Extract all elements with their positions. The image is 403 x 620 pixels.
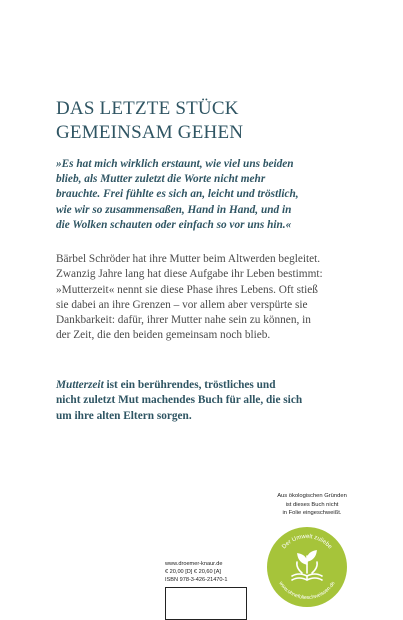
quote-line: blieb, als Mutter zuletzt die Worte nicht mehr — [56, 173, 266, 186]
quote-block — [56, 157, 356, 233]
body-line: sie dabei an ihre Grenzen – vor allem aber verspürte sie — [56, 298, 308, 311]
headline-line: DAS LETZTE STÜCK — [56, 98, 239, 119]
publisher-website: www.droemer-knaur.de — [165, 561, 223, 567]
body-line: Bärbel Schröder hat ihre Mutter beim Altwerden begleitet. — [56, 253, 321, 265]
headline — [56, 97, 366, 145]
closing-line: um ihre alten Eltern sorgen. — [56, 409, 192, 422]
eco-note-line: in Folie eingeschweißt. — [282, 510, 342, 516]
body-text — [56, 252, 356, 344]
eco-note — [256, 492, 368, 518]
closing-line — [56, 378, 356, 393]
eco-badge — [266, 526, 348, 608]
isbn: ISBN 978-3-426-21470-1 — [165, 577, 228, 583]
body-line: Dankbarkeit: dafür, ihrer Mutter nahe sein zu können, in — [56, 314, 311, 327]
closing-line: nicht zuletzt Mut machendes Buch für alle, die sich — [56, 394, 303, 407]
badge-text-top: Der Umwelt zuliebe — [281, 533, 333, 551]
eco-note-line: Aus ökologischen Gründen — [277, 493, 347, 499]
closing-line-rest: ist ein berührendes, tröstliches und — [103, 379, 276, 391]
publisher-info — [165, 560, 245, 584]
quote-line: wie wir so zusammensaßen, Hand in Hand, und in — [56, 203, 292, 216]
quote-line: »Es hat mich wirklich erstaunt, wie viel uns beiden — [56, 158, 294, 170]
body-line: Zwanzig Jahre lang hat diese Aufgabe ihr Leben bestimmt: — [56, 268, 323, 281]
closing-statement — [56, 378, 356, 424]
body-line: der Zeit, die den beiden gemeinsam noch blieb. — [56, 329, 271, 342]
barcode-area — [165, 587, 247, 620]
price: € 20,00 [D] € 20,60 [A] — [165, 569, 221, 575]
quote-line: die Wolken schauten oder einfach so vor uns hin.« — [56, 218, 292, 231]
book-title: Mutterzeit — [56, 379, 104, 391]
quote-line: brauchte. Frei fühlte es sich an, leicht und tröstlich, — [56, 188, 299, 201]
headline-line: GEMEINSAM GEHEN — [56, 122, 244, 143]
badge-text-bottom: www.ohnefolieschweissen.de — [277, 580, 337, 602]
eco-note-line: ist dieses Buch nicht — [285, 501, 339, 508]
body-line: »Mutterzeit« nennt sie diese Phase ihres Lebens. Oft stieß — [56, 283, 318, 296]
